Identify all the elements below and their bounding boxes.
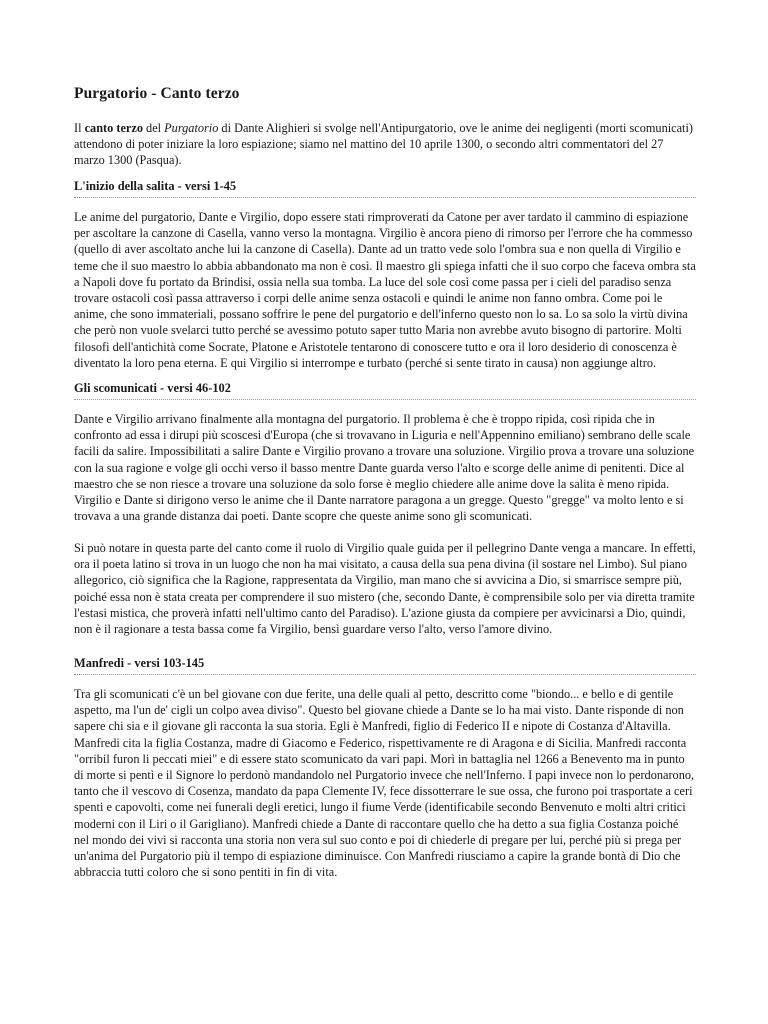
page-title: Purgatorio - Canto terzo	[74, 85, 240, 102]
section-heading-inizio-salita: L'inizio della salita - versi 1-45	[74, 178, 696, 198]
intro-text: del	[142, 121, 165, 135]
intro-text: di Dante Alighieri si svolge nell'Antipurgatorio, ove le anime dei negligenti (morti scomunicati) attendono di poter iniziare la loro espiazione; siamo nel mattino del 10 aprile 1300, o secondo altri commentatori del 27 marzo 1300 (Pasqua).	[74, 121, 693, 168]
section-paragraph: Si può notare in questa parte del canto come il ruolo di Virgilio quale guida per il pellegrino Dante venga a mancare. In effetti, ora il poeta latino si trova in un luogo che non ha mai visitato, a causa della sua pena divina (il sostare nel Limbo). Sul piano allegorico, ciò significa che la Ragione, rappresentata da Virgilio, man mano che si avvicina a Dio, si smarrisce sempre più, poiché essa non è stata creata per comprendere il suo mistero (che, secondo Dante, è comprensibile solo per via diretta tramite l'estasi mistica, che proverà infatti nell'ultimo canto del Paradiso). L'azione giusta da compiere per avvicinarsi a Dio, quindi, non è il ragionare a testa bassa come fa Virgilio, bensì guardare verso l'alto, verso l'amore divino.	[74, 541, 696, 637]
section-paragraph: Tra gli scomunicati c'è un bel giovane con due ferite, una delle quali al petto, descritto come "biondo... e bello e di gentile aspetto, ma l'un de' cigli un colpo avea diviso". Questo bel giovane chiede a Dante se lo ha mai visto. Dante risponde di non sapere chi sia e il giovane gli racconta la sua storia. Egli è Manfredi, figlio di Federico II e nipote di Costanza d'Altavilla. Manfredi cita la figlia Costanza, madre di Giacomo e Federico, rispettivamente re di Aragona e di Sicilia. Manfredi racconta "orribil furon li peccati miei" e di essere stato scomunicato da vari papi. Morì in battaglia nel 1266 a Benevento ma in punto di morte si pentì e il Signore lo perdonò mandandolo nel Purgatorio invece che nell'Inferno. I papi invece non lo perdonarono, tanto che il vescovo di Cosenza, mandato da papa Clemente IV, fece dissotterrare le sue ossa, che furono poi trasportate a ceri spenti e capovolti, come nei funerali degli eretici, lungo il fiume Verde (identificabile secondo Benvenuto e molti altri critici moderni con il Liri o il Garigliano). Manfredi chiede a Dante di raccontare quello che ha detto a sua figlia Costanza poiché nel mondo dei vivi si racconta una storia non vera sul suo conto e poi di chiederle di pregare per lui, perché più si prega per un'anima del Purgatorio più il tempo di espiazione diminuisce. Con Manfredi riusciamo a capire la grande bontà di Dio che abbraccia tutti coloro che si sono pentiti in fin di vita.	[74, 687, 695, 880]
section-paragraph: Dante e Virgilio arrivano finalmente alla montagna del purgatorio. Il problema è che è troppo ripida, così ripida che in confronto ad essa i dirupi più scoscesi d'Europa (che si trovavano in Liguria e nell'Appennino emiliano) sembrano delle scale facili da salire. Impossibilitati a salire Dante e Virgilio provano a trovare una soluzione. Virgilio prova a trovare una soluzione con la sua ragione e volge gli occhi verso il basso mentre Dante guarda verso l'alto e scorge delle anime di penitenti. Dice al maestro che se non riesce a trovare una soluzione da solo forse è meglio chiedere alle anime dove la salita è meno ripida. Virgilio e Dante si dirigono verso le anime che il Dante narratore paragona a un gregge. Questo "gregge" va molto lento e si trovava a una grande distanza dai poeti. Dante scopre che queste anime sono gli scomunicati.	[74, 412, 695, 524]
intro-paragraph	[74, 120, 696, 169]
section-paragraph: Le anime del purgatorio, Dante e Virgilio, dopo essere stati rimproverati da Catone per aver tardato il cammino di espiazione per ascoltare la canzone di Casella, vanno verso la montagna. Virgilio è ancora pieno di rimorso per l'errore che ha commesso (quello di aver ascoltato anche lui la canzone di Casella). Dante ad un tratto vede solo l'ombra sua e non quella di Virgilio e teme che il suo maestro lo abbia abbandonato ma non è così. Il maestro gli spiega infatti che il suo corpo che faceva ombra sta a Napoli dove fu portato da Brindisi, ossia nella sua tomba. La luce del sole così come passa per i cieli del paradiso senza trovare ostacoli così passa attraverso i corpi delle anime senza ostacoli e quindi le anime non fanno ombra. Come poi le anime, che sono immateriali, possano soffrire le pene del purgatorio e dell'inferno questo non lo sa. Lo sa solo la virtù divina che però non vuole svelarci tutto perché se avessimo potuto saper tutto Maria non avrebbe avuto bisogno di partorire. Molti filosofi dell'antichità come Socrate, Platone e Aristotele tentarono di conoscere tutto e ora il loro desiderio di conoscenza è diventato la loro pena eterna. E qui Virgilio si interrompe e turbato (perché si sente tirato in causa) non aggiunge altro.	[74, 210, 696, 370]
section-heading-manfredi: Manfredi - versi 103-145	[74, 655, 696, 675]
section-heading-scomunicati: Gli scomunicati - versi 46-102	[74, 380, 696, 400]
intro-text: Il	[74, 121, 85, 135]
intro-italic-purgatorio: Purgatorio	[164, 121, 219, 135]
intro-bold-canto-terzo: canto terzo	[84, 121, 143, 135]
